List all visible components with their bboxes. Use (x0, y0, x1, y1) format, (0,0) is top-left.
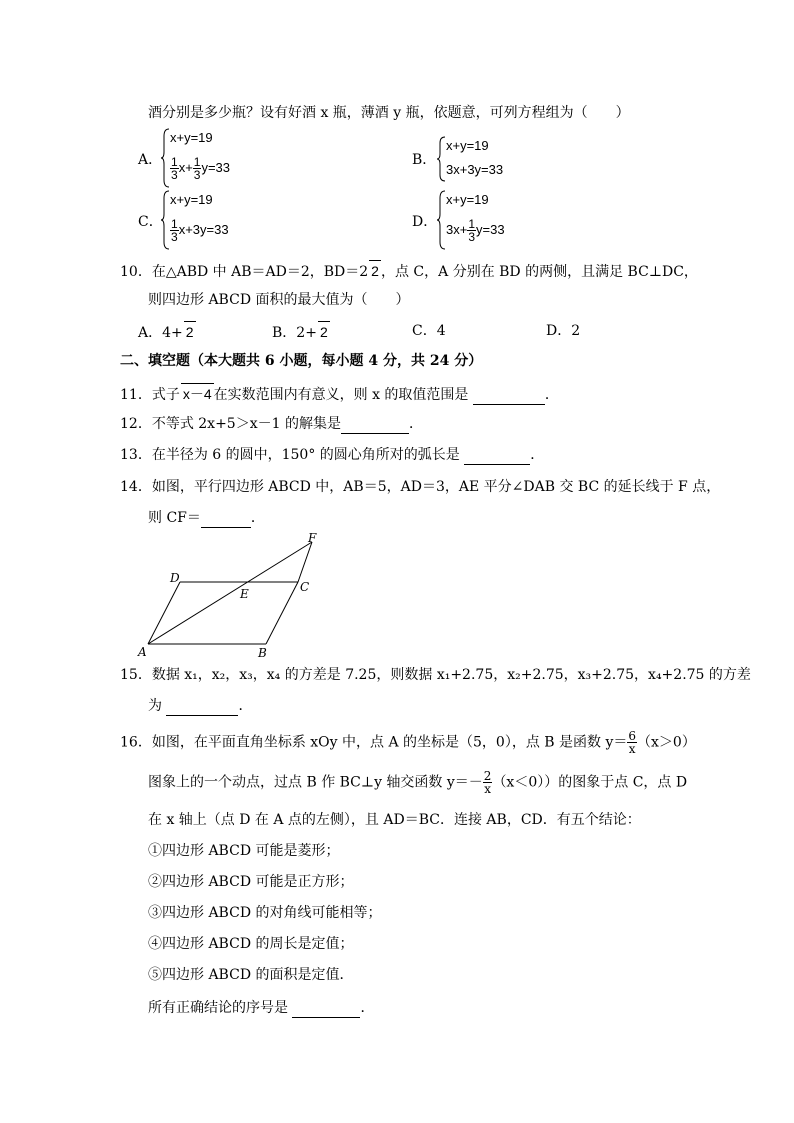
q9-a-eq1: x+y=19 (170, 130, 213, 145)
q9-option-a-system (160, 128, 280, 188)
q16-line2: 图象上的一个动点，过点 B 作 BC⊥y 轴交函数 y＝－ $\frac{2}{x}$ （x＜0））的图象于点 C，点 D (148, 769, 688, 796)
label-f: F (308, 531, 317, 545)
q10-option-c: C．4 (412, 323, 446, 339)
segment-da (148, 582, 180, 644)
segment-cf (298, 542, 312, 582)
q16-item-5: ⑤四边形 ABCD 的面积是定值． (148, 967, 354, 983)
q16-line1: 16．如图，在平面直角坐标系 xOy 中，点 A 的坐标是（5，0），点 B 是函数 y＝ $\frac{6}{x}$ （x＞0） (120, 729, 696, 756)
q16-item-1: ①四边形 ABCD 可能是菱形； (148, 843, 340, 859)
q9-option-b-label: B． (412, 152, 437, 168)
q10-option-a: A．4+ 2 (138, 321, 196, 343)
answer-blank[interactable] (341, 419, 409, 434)
q10-option-b: B．2+ 2 (272, 321, 330, 343)
segment-af (148, 542, 312, 644)
parallelogram-figure (136, 530, 326, 660)
q16-item-2: ②四边形 ABCD 可能是正方形； (148, 874, 354, 890)
q9-b-eq2: 3x+3y=33 (446, 162, 504, 177)
brace-icon (160, 190, 170, 250)
q9-d-eq2: 3x+ $\frac{1}{3}$ y=33 (446, 217, 505, 244)
answer-blank[interactable] (464, 450, 530, 465)
q9-option-b-system (436, 136, 556, 182)
q10-option-d: D．2 (546, 323, 581, 339)
label-d: D (170, 571, 180, 585)
q12: 12．不等式 2x+5＞x－1 的解集是 ． (120, 416, 423, 432)
answer-blank[interactable] (166, 701, 238, 716)
q11: 11．式子 x－4 在实数范围内有意义，则 x 的取值范围是 ． (120, 383, 559, 405)
segment-bc (266, 582, 298, 644)
q14-line1: 14．如图，平行四边形 ABCD 中，AB＝5，AD＝3，AE 平分∠DAB 交 BC 的延长线于 F 点， (120, 479, 721, 495)
q10-line1: 10．在△ABD 中 AB＝AD＝2，BD＝2 2 ，点 C，A 分别在 BD 的两侧，且满足 BC⊥DC， (120, 260, 698, 282)
q16-item-3: ③四边形 ABCD 的对角线可能相等； (148, 905, 382, 921)
q9-c-eq2: $\frac{1}{3}$ x+3y=33 (171, 217, 229, 244)
q10-line2: 则四边形 ABCD 面积的最大值为（ ） (148, 292, 410, 308)
q9-c-eq1: x+y=19 (170, 192, 213, 207)
label-c: C (300, 580, 310, 594)
label-b: B (258, 646, 267, 660)
q9-option-c-system (160, 190, 280, 250)
q14-line2: 则 CF＝ ． (148, 510, 265, 526)
q9-option-d-label: D． (412, 214, 438, 230)
brace-icon (160, 128, 170, 188)
label-a: A (138, 645, 147, 659)
q15-line2: 为 ． (148, 698, 253, 714)
q16-line3: 在 x 轴上（点 D 在 A 点的左侧），且 AD＝BC．连接 AB，CD．有五个结论： (148, 812, 641, 828)
q9-a-eq2: $\frac{1}{3}$ x+ $\frac{1}{3}$ y=33 (171, 155, 231, 182)
q9-option-c-label: C． (138, 214, 163, 230)
answer-blank[interactable] (201, 513, 251, 528)
q16-last: 所有正确结论的序号是 ． (148, 1000, 375, 1016)
q9-option-d-system (436, 190, 556, 250)
q9-option-a-label: A． (138, 152, 163, 168)
answer-blank[interactable] (473, 390, 545, 405)
label-e: E (240, 587, 249, 601)
q9-d-eq1: x+y=19 (446, 192, 489, 207)
q16-item-4: ④四边形 ABCD 的周长是定值； (148, 936, 354, 952)
brace-icon (436, 136, 446, 182)
brace-icon (436, 190, 446, 250)
q15-line1: 15．数据 x₁，x₂，x₃，x₄ 的方差是 7.25，则数据 x₁+2.75，x₂+2.75，x₃+2.75，x₄+2.75 的方差 (120, 667, 751, 683)
answer-blank[interactable] (292, 1003, 360, 1018)
section-heading: 二、填空题（本大题共 6 小题，每小题 4 分，共 24 分） (120, 353, 483, 369)
q13: 13．在半径为 6 的圆中，150° 的圆心角所对的弧长是 ． (120, 447, 545, 463)
q9-b-eq1: x+y=19 (446, 138, 489, 153)
q9-stem: 酒分别是多少瓶？设有好酒 x 瓶，薄酒 y 瓶，依题意，可列方程组为（ ） (148, 105, 630, 121)
